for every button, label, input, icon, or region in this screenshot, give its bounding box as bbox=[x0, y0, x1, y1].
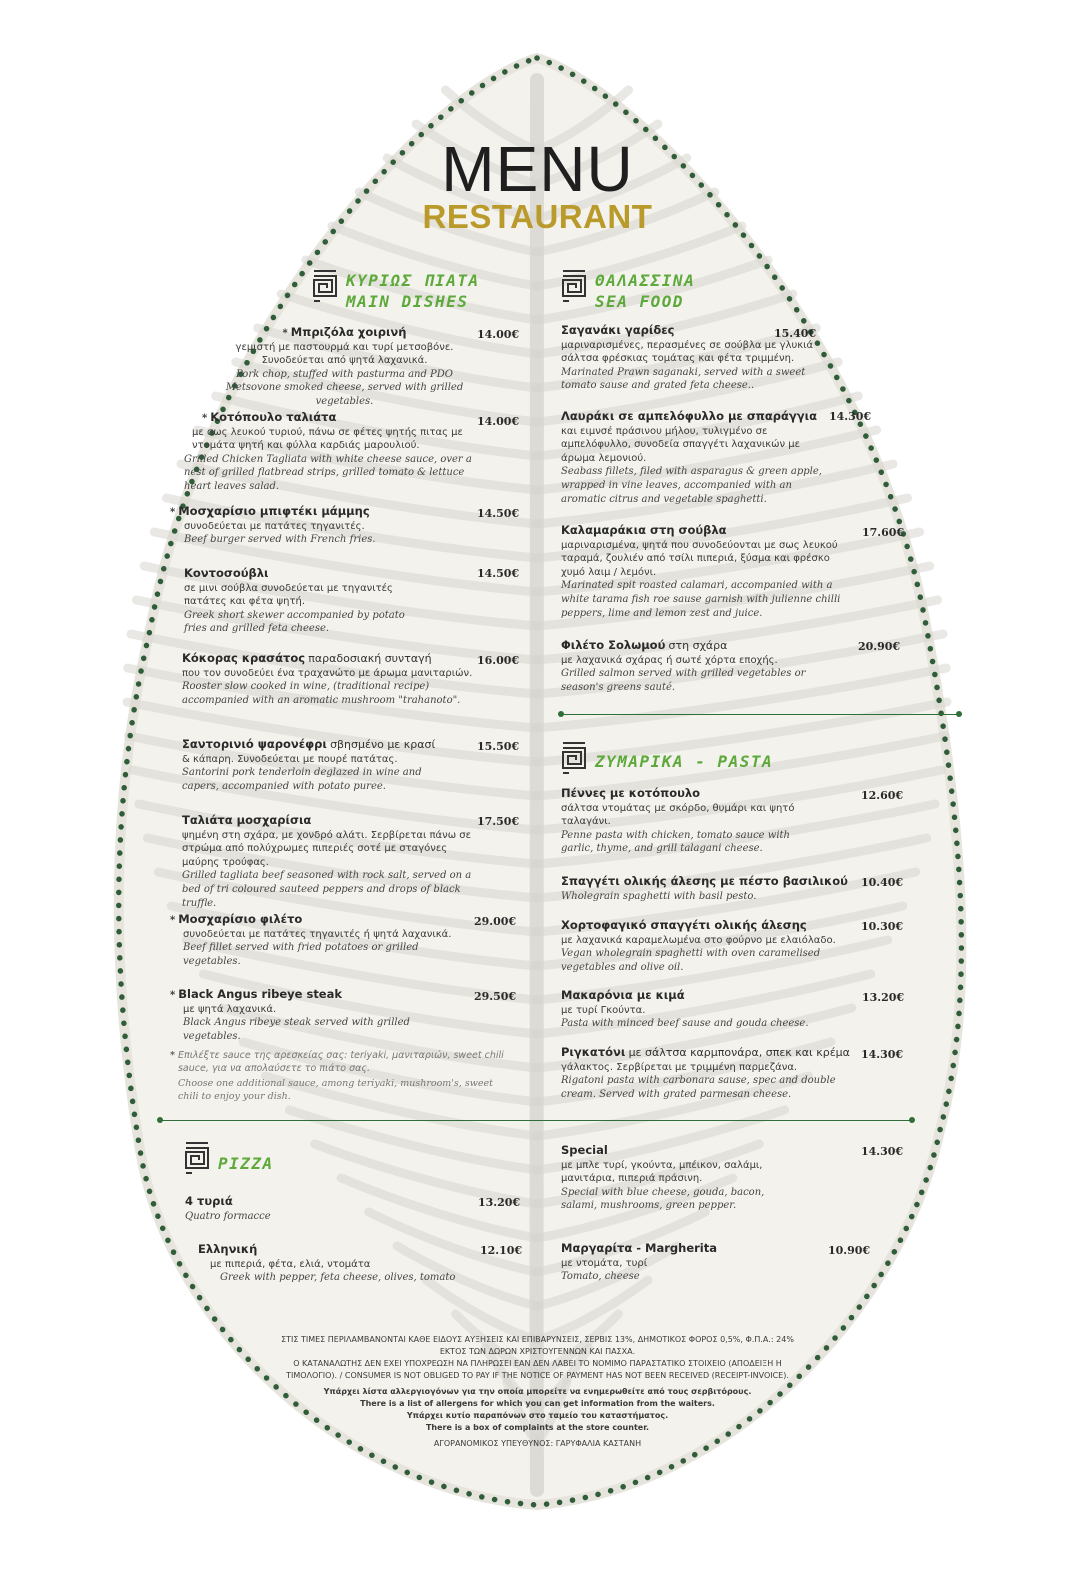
item-description-english: Pasta with minced beef sause and gouda cheese. bbox=[561, 1018, 809, 1030]
allergens-english: There is a list of allergens for which you can get information from the waiters. bbox=[360, 1399, 715, 1408]
item-name: Λαυράκι σε αμπελόφυλλο με σπαράγγια bbox=[561, 409, 817, 423]
item-price: 10.90€ bbox=[828, 1244, 871, 1257]
item-price: 14.30€ bbox=[829, 410, 872, 423]
item-price: 29.00€ bbox=[474, 915, 517, 928]
menu-title: MENU bbox=[441, 133, 634, 205]
item-description-english: Beef burger served with French fries. bbox=[184, 534, 376, 546]
complaints-greek: Υπάρχει κυτίο παραπόνων στο ταμείο του καταστήματος. bbox=[406, 1411, 669, 1420]
menu-item: * Μοσχαρίσιο φιλέτο συνοδεύεται με πατάτες τηγανιτές ή ψητά λαχανικά. Beef fillet served with fried potatoes or grilled vegetables. bbox=[170, 913, 470, 968]
item-name: Καλαμαράκια στη σούβλα bbox=[561, 523, 727, 537]
complaints-english: There is a box of complaints at the store counter. bbox=[425, 1423, 650, 1432]
item-description-greek: που τον συνοδεύει ένα τραχανώτο με άρωμα μανιταριών. bbox=[182, 667, 473, 679]
item-description-english: Santorini pork tenderloin deglazed in wine and capers, accompanied with potato puree. bbox=[182, 767, 422, 792]
item-description-english: Grilled salmon served with grilled vegetables or season's greens sauté. bbox=[561, 668, 806, 693]
item-description-english: Grilled Chicken Tagliata with white cheese sauce, over a nest of grilled flatbread strips, grilled tomato & lettuce heart leaves salad. bbox=[184, 453, 472, 492]
menu-item bbox=[561, 989, 851, 1031]
item-description-english: Marinated spit roasted calamari, accompanied with a white tarama fish roe sause garnish with julienne chilli peppers, lime and lemon zest and juice. bbox=[561, 580, 841, 619]
item-name: Σπαγγέτι ολικής άλεσης με πέστο βασιλικού bbox=[561, 874, 848, 888]
item-description-english: Seabass fillets, filed with asparagus & green apple, wrapped in vine leaves, accompanied with an aromatic citrus and vegetable spaghetti. bbox=[561, 466, 822, 505]
item-price: 14.50€ bbox=[477, 567, 520, 580]
item-name: Black Angus ribeye steak bbox=[178, 987, 343, 1001]
item-description-english: Tomato, cheese bbox=[561, 1271, 640, 1283]
item-description-english: Penne pasta with chicken, tomato sauce with garlic, thyme, and grill talagani cheese. bbox=[561, 829, 790, 855]
item-description-english: Greek short skewer accompanied by potato fries and grilled feta cheese. bbox=[184, 609, 405, 635]
item-description-greek: & κάπαρη. Συνοδεύεται με πουρέ πατάτας. bbox=[182, 753, 398, 765]
item-description-greek: με πιπεριά, φέτα, ελιά, ντομάτα bbox=[210, 1258, 371, 1270]
menu-item: * Black Angus ribeye steak με ψητά λαχανικά. Black Angus ribeye steak served with grilled vegetables. bbox=[170, 988, 470, 1043]
item-description-greek: με μπλε τυρί, γκούντα, μπέικον, σαλάμι, μανιτάρια, πιπεριά πράσινη. bbox=[561, 1159, 763, 1185]
item-description-greek: με ψητά λαχανικά. bbox=[183, 1003, 277, 1015]
item-description-greek: γεμιστή με παστουρμά και τυρί μετσοβόνε. Συνοδεύεται από ψητά λαχανικά. bbox=[235, 341, 454, 367]
allergens-greek: Υπάρχει λίστα αλλεργιογόνων για την οποία μπορείτε να ενημερωθείτε από τους σερβιτόρους. bbox=[323, 1387, 752, 1396]
item-price: 17.60€ bbox=[862, 526, 905, 539]
menu-item bbox=[561, 1242, 781, 1284]
item-name: Μπριζόλα χοιρινή bbox=[290, 325, 407, 339]
section-title: PIZZA bbox=[218, 1154, 274, 1173]
item-description-greek: συνοδεύεται με πατάτες τηγανιτές. bbox=[184, 520, 365, 532]
item-description-greek: με τυρί Γκούντα. bbox=[561, 1004, 646, 1016]
section-title: ΖΥΜΑΡΙΚΑ - PASTA bbox=[595, 752, 774, 771]
item-description-greek: με σως λευκού τυριού, πάνω σε φέτες ψητής πιτας με ντομάτα ψητή και φύλλα καρδιάς μαρουλιού. bbox=[192, 426, 463, 452]
menu-item bbox=[561, 1144, 781, 1213]
menu-item: * Μοσχαρίσιο μπιφτέκι μάμμης συνοδεύεται με πατάτες τηγανιτές. Beef burger served with French fries. bbox=[170, 505, 470, 547]
sauce-note-english: Choose one additional sauce, among teriyaki, mushroom's, sweet chili to enjoy your dish. bbox=[177, 1078, 493, 1102]
item-description-greek: ψημένη στη σχάρα, με χονδρό αλάτι. Σερβίρεται πάνω σε στρώμα από πολύχρωμες πιπεριές σοτέ με σταγόνες μαύρης τρούφας. bbox=[182, 829, 471, 868]
item-description-greek: συνοδεύεται με πατάτες τηγανιτές ή ψητά λαχανικά. bbox=[183, 928, 452, 940]
item-name: Μοσχαρίσιο μπιφτέκι μάμμης bbox=[178, 504, 370, 518]
item-price: 14.00€ bbox=[477, 328, 520, 341]
divider-seafood-pasta bbox=[561, 714, 959, 715]
item-name: Πέννες με κοτόπουλο bbox=[561, 786, 701, 800]
item-name: Μακαρόνια με κιμά bbox=[561, 988, 685, 1002]
item-description-english: Rigatoni pasta with carbonara sause, spec and double cream. Served with grated parmesan cheese. bbox=[561, 1075, 836, 1100]
item-price: 10.40€ bbox=[861, 876, 904, 889]
section-title-english: MAIN DISHES bbox=[346, 292, 469, 311]
menu-item bbox=[561, 410, 826, 506]
item-description-english: Pork chop, stuffed with pasturma and PDO Metsovone smoked cheese, served with grilled vegetables. bbox=[225, 368, 464, 407]
item-description-greek: μαριναρισμένα, ψητά που συνοδεύονται με σως λευκού ταραμά, ζουλιέν από τσίλι πιπεριά, ξύσμα και φρέσκο χυμό λαιμ / λεμόνι. bbox=[561, 539, 838, 578]
menu-item: * Κοτόπουλο ταλιάτα με σως λευκού τυριού, πάνω σε φέτες ψητής πιτας με ντομάτα ψητή και φύλλα καρδιάς μαρουλιού. Grilled Chicken Tagliata with white cheese sauce, over a nest of grilled flatbread strips, grilled tomato & lettuce heart leaves salad. bbox=[184, 411, 474, 494]
section-header-sea-food bbox=[561, 270, 695, 312]
menu-item bbox=[561, 524, 851, 620]
item-description-english: Special with blue cheese, gouda, bacon, salami, mushrooms, green pepper. bbox=[561, 1186, 765, 1212]
item-price: 12.10€ bbox=[480, 1244, 523, 1257]
item-description-english: Black Angus ribeye steak served with grilled vegetables. bbox=[183, 1017, 410, 1042]
item-price: 14.30€ bbox=[861, 1048, 904, 1061]
section-title-greek: ΚΥΡΙΩΣ ΠΙΑΤΑ bbox=[346, 271, 480, 290]
item-description-english: Quatro formacce bbox=[185, 1210, 271, 1222]
item-description-greek: σε μινι σούβλα συνοδεύεται με τηγανιτές πατάτες και φέτα ψητή. bbox=[184, 582, 393, 608]
item-price: 15.40€ bbox=[774, 327, 817, 340]
item-name: Ελληνική bbox=[198, 1242, 258, 1256]
item-description-greek: με ντομάτα, τυρί bbox=[561, 1257, 648, 1269]
item-description-english: Beef fillet served with fried potatoes or grilled vegetables. bbox=[183, 942, 419, 967]
item-price: 17.50€ bbox=[477, 815, 520, 828]
tax-notice: ΣΤΙΣ ΤΙΜΕΣ ΠΕΡΙΛΑΜΒΑΝΟΝΤΑΙ ΚΑΘΕ ΕΙΔΟΥΣ ΑΥΞΗΣΕΙΣ ΚΑΙ ΕΠΙΒΑΡΥΝΣΕΙΣ, ΣΕΡΒΙΣ 13%, ΔΗΜΟΤΙΚΟΣ ΦΟΡΟΣ 0,5%, Φ.Π.Α.: 24% ΕΚΤΟΣ ΤΩΝ ΔΩΡΩΝ ΧΡΙΣΤΟΥΓΕΝΝΩΝ ΚΑΙ ΠΑΣΧΑ. bbox=[281, 1335, 794, 1356]
item-description-greek: σάλτσα ντομάτας με σκόρδο, θυμάρι και ψητό ταλαγάνι. bbox=[561, 802, 795, 828]
menu-item bbox=[561, 919, 866, 974]
item-name: Κοντοσούβλι bbox=[184, 566, 269, 580]
menu-item bbox=[198, 1243, 468, 1285]
item-description-greek: μαριναρισμένες, περασμένες σε σούβλα με γλυκιά σάλτσα φρέσκιας τομάτας και φέτα τριμμένη. bbox=[561, 339, 814, 365]
menu-item: Ριγκατόνι με σάλτσα καρμπονάρα, σπεκ και κρέμα γάλακτος. Σερβίρεται με τριμμένη παρμεζάνα. Rigatoni pasta with carbonara sause, spec and double cream. Served with grated parmesan cheese. bbox=[561, 1046, 859, 1101]
greek-key-icon bbox=[312, 270, 338, 304]
section-title-english: SEA FOOD bbox=[595, 292, 685, 311]
menu-item: * Μπριζόλα χοιρινή γεμιστή με παστουρμά και τυρί μετσοβόνε. Συνοδεύεται από ψητά λαχανικά. Pork chop, stuffed with pasturma and PDO Metsovone smoked cheese, served with grilled vegetables. bbox=[222, 326, 467, 409]
item-name: Χορτοφαγικό σπαγγέτι ολικής άλεσης bbox=[561, 918, 807, 932]
item-name: Special bbox=[561, 1143, 608, 1157]
greek-key-icon bbox=[561, 270, 587, 304]
receipt-notice: Ο ΚΑΤΑΝΑΛΩΤΗΣ ΔΕΝ ΕΧΕΙ ΥΠΟΧΡΕΩΣΗ ΝΑ ΠΛΗΡΩΣΕΙ ΕΑΝ ΔΕΝ ΛΑΒΕΙ ΤΟ ΝΟΜΙΜΟ ΠΑΡΑΣΤΑΤΙΚΟ ΣΤΟΙΧΕΙΟ (ΑΠΟΔΕΙΞΗ Η ΤΙΜΟΛΟΓΙΟ). / CONSUMER IS NOT OBLIGED TO PAY IF THE NOTICE OF PAYMENT HAS NOT BEEN RECEIVED (RECEIPT-INVOICE). bbox=[286, 1359, 789, 1380]
item-price: 14.30€ bbox=[861, 1145, 904, 1158]
item-price: 16.00€ bbox=[477, 654, 520, 667]
item-name: Σαντορινιό ψαρονέφρι bbox=[182, 737, 327, 751]
item-name: Ταλιάτα μοσχαρίσια bbox=[182, 813, 312, 827]
item-description-greek: γάλακτος. Σερβίρεται με τριμμένη παρμεζάνα. bbox=[561, 1061, 798, 1073]
item-price: 29.50€ bbox=[474, 990, 517, 1003]
menu-item bbox=[182, 814, 474, 910]
item-name: Μαργαρίτα - Margherita bbox=[561, 1241, 718, 1255]
section-title-greek: ΘΑΛΑΣΣΙΝΑ bbox=[595, 271, 696, 290]
item-price: 12.60€ bbox=[861, 789, 904, 802]
menu-item: Κόκορας κρασάτος παραδοσιακή συνταγή που τον συνοδεύει ένα τραχανώτο με άρωμα μανιταριών. Rooster slow cooked in wine, (traditional recipe) accompanied with an aromatic mushroom "trahanoto". bbox=[182, 651, 473, 706]
menu-item: Σαντορινιό ψαρονέφρι σβησμένο με κρασί & κάπαρη. Συνοδεύεται με πουρέ πατάτας. Santorini pork tenderloin deglazed in wine and capers, accompanied with potato puree. bbox=[182, 738, 454, 793]
item-price: 13.20€ bbox=[862, 991, 905, 1004]
menu-item: Φιλέτο Σολωμού στη σχάρα με λαχανικά σχάρας ή σωτέ χόρτα εποχής. Grilled salmon served with grilled vegetables or season's greens sauté. bbox=[561, 639, 846, 694]
section-header-pasta bbox=[561, 742, 773, 776]
item-description-english: Greek with pepper, feta cheese, olives, tomato bbox=[220, 1272, 456, 1284]
item-price: 14.00€ bbox=[477, 415, 520, 428]
item-name: Κοτόπουλο ταλιάτα bbox=[210, 410, 337, 424]
market-officer: ΑΓΟΡΑΝΟΜΙΚΟΣ ΥΠΕΥΘΥΝΟΣ: ΓΑΡΥΦΑΛΙΑ ΚΑΣΤΑΝΗ bbox=[433, 1439, 642, 1448]
menu-item bbox=[561, 787, 801, 856]
item-price: 14.50€ bbox=[477, 507, 520, 520]
menu-item bbox=[184, 567, 414, 636]
greek-key-icon bbox=[184, 1142, 210, 1176]
item-description-greek: με λαχανικά καραμελωμένα στο φούρνο με ελαιόλαδο. bbox=[561, 934, 836, 946]
section-header-pizza bbox=[184, 1142, 274, 1176]
section-header-main-dishes bbox=[312, 270, 480, 312]
item-description-english: Marinated Prawn saganaki, served with a sweet tomato sause and grated feta cheese.. bbox=[561, 366, 806, 392]
item-name: Ριγκατόνι bbox=[561, 1045, 626, 1059]
sauce-note: * Επιλέξτε sauce της αρεσκείας σας: teriyaki, μανιταριών, sweet chili sauce, για να απολαύσετε το πιάτο σας. Choose one additional sauce, among teriyaki, mushroom's, sweet chili to enjoy your dish. bbox=[170, 1050, 510, 1103]
item-price: 13.20€ bbox=[478, 1196, 521, 1209]
menu-subtitle: RESTAURANT bbox=[422, 198, 653, 235]
item-name: 4 τυριά bbox=[185, 1194, 233, 1208]
item-description-greek: με λαχανικά σχάρας ή σωτέ χόρτα εποχής. bbox=[561, 654, 778, 666]
item-price: 10.30€ bbox=[861, 920, 904, 933]
menu-item bbox=[185, 1195, 435, 1223]
item-name: Σαγανάκι γαρίδες bbox=[561, 323, 675, 337]
item-description-english: Rooster slow cooked in wine, (traditional recipe) accompanied with an aromatic mushroom "trahanoto". bbox=[182, 681, 461, 706]
item-price: 15.50€ bbox=[477, 740, 520, 753]
item-name: Μοσχαρίσιο φιλέτο bbox=[178, 912, 303, 926]
menu-item bbox=[561, 875, 851, 903]
item-description-english: Wholegrain spaghetti with basil pesto. bbox=[561, 890, 757, 902]
item-name: Κόκορας κρασάτος bbox=[182, 651, 306, 665]
legal-footer bbox=[270, 1334, 805, 1450]
divider-pizza bbox=[160, 1120, 912, 1121]
item-name: Φιλέτο Σολωμού bbox=[561, 638, 666, 652]
item-description-greek: και ειμνσέ πράσινου μήλου, τυλιγμένο σε αμπελόφυλλο, συνοδεία σπαγγέτι λαχανικών με άρωμα λεμονιού. bbox=[561, 425, 801, 464]
sauce-note-greek: Επιλέξτε sauce της αρεσκείας σας: teriyaki, μανιταριών, sweet chili sauce, για να απολαύσετε το πιάτο σας. bbox=[177, 1050, 504, 1074]
item-description-english: Vegan wholegrain spaghetti with oven caramelised vegetables and olive oil. bbox=[561, 948, 821, 973]
item-price: 20.90€ bbox=[858, 640, 901, 653]
greek-key-icon bbox=[561, 742, 587, 776]
item-description-english: Grilled tagliata beef seasoned with rock salt, served on a bed of tri coloured sauteed peppers and drops of black truffle. bbox=[182, 870, 472, 909]
